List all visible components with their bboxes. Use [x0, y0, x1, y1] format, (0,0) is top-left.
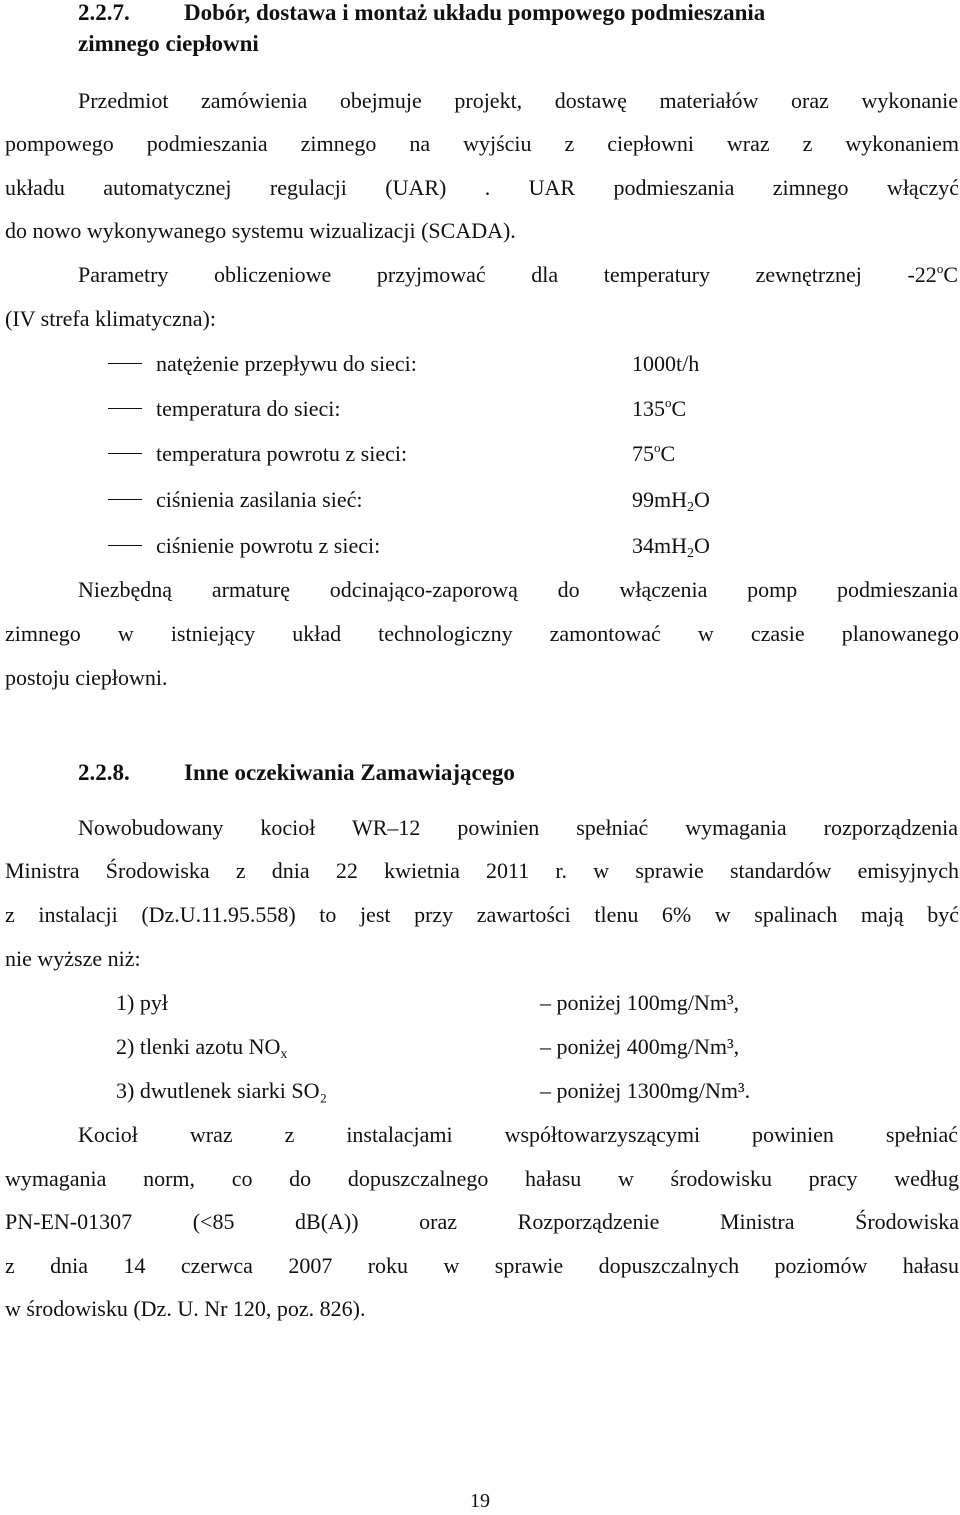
param-value-text: 99mH — [632, 487, 687, 512]
unit-text: C — [671, 396, 687, 421]
dash-bullet — [108, 363, 142, 364]
section-title-line2: zimnego ciepłowni — [78, 31, 259, 56]
paragraph-line: Niezbędną armaturę odcinająco-zaporową do włączenia pomp podmieszania — [78, 577, 958, 602]
degree-sup: o — [665, 395, 672, 410]
subscript: 2 — [687, 500, 694, 515]
param-value — [632, 351, 699, 377]
paragraph-line: Nowobudowany kocioł WR–12 powinien spełniać wymagania rozporządzenia — [78, 815, 958, 840]
dash-bullet — [108, 545, 142, 546]
paragraph-line: (IV strefa klimatyczna): — [5, 306, 216, 331]
paragraph-line: do nowo wykonywanego systemu wizualizacji (SCADA). — [5, 218, 516, 243]
paragraph-line: Przedmiot zamówienia obejmuje projekt, dostawę materiałów oraz wykonanie — [78, 88, 958, 113]
section-number: 2.2.7. — [78, 0, 130, 25]
param-item — [108, 351, 417, 377]
param-label: temperatura do sieci: — [156, 396, 341, 421]
unit-text: O — [694, 487, 710, 512]
paragraph-line: pompowego podmieszania zimnego na wyjściu z ciepłowni wraz z wykonaniem — [5, 131, 959, 156]
paragraph-line: wymagania norm, co do dopuszczalnego hałasu w środowisku pracy według — [5, 1166, 959, 1191]
param-value — [632, 487, 710, 513]
subscript: 2 — [687, 546, 694, 561]
paragraph-line: nie wyższe niż: — [5, 946, 141, 971]
limit-item — [116, 1034, 287, 1060]
paragraph-line: z instalacji (Dz.U.11.95.558) to jest przy zawartości tlenu 6% w spalinach mają być — [5, 902, 959, 927]
paragraph-line: PN-EN-01307 (<85 dB(A)) oraz Rozporządzenie Ministra Środowiska — [5, 1209, 959, 1234]
param-label: natężenie przepływu do sieci: — [156, 351, 417, 376]
unit-text: O — [694, 533, 710, 558]
dash-bullet — [108, 408, 142, 409]
param-value — [632, 441, 675, 467]
paragraph-line — [78, 262, 958, 288]
limit-item: 3) dwutlenek siarki SO₂ — [116, 1078, 328, 1103]
dash-bullet — [108, 499, 142, 500]
param-value-text: 1000t/h — [632, 351, 700, 376]
paragraph-line: Kocioł wraz z instalacjami współtowarzyszącymi powinien spełniać — [78, 1122, 958, 1147]
section-title: Dobór, dostawa i montaż układu pompowego podmieszania — [184, 0, 766, 25]
param-label: ciśnienie powrotu z sieci: — [156, 533, 381, 558]
page-number: 19 — [470, 1490, 490, 1512]
degree-sup: o — [654, 440, 661, 455]
section-title: Inne oczekiwania Zamawiającego — [184, 760, 515, 785]
unit-text: C — [660, 441, 676, 466]
limit-item-text: 2) tlenki azotu NO — [116, 1034, 281, 1059]
degree-sup: o — [936, 261, 944, 276]
paragraph-line: układu automatycznej regulacji (UAR) . UAR podmieszania zimnego włączyć — [5, 175, 959, 200]
unit-text: C — [943, 262, 958, 287]
param-label: ciśnienia zasilania sieć: — [156, 487, 363, 512]
param-value — [632, 396, 686, 422]
param-label: temperatura powrotu z sieci: — [156, 441, 408, 466]
param-value-text: 34mH — [632, 533, 687, 558]
paragraph-line: postoju ciepłowni. — [5, 665, 168, 690]
paragraph-line: w środowisku (Dz. U. Nr 120, poz. 826). — [5, 1296, 366, 1321]
subscript: x — [280, 1047, 288, 1062]
paragraph-line: z dnia 14 czerwca 2007 roku w sprawie dopuszczalnych poziomów hałasu — [5, 1253, 959, 1278]
paragraph-line: zimnego w istniejący układ technologiczny zamontować w czasie planowanego — [5, 621, 959, 646]
limit-item: 1) pył — [116, 990, 168, 1015]
limit-value: – poniżej 1300mg/Nm³. — [540, 1078, 751, 1103]
param-item — [108, 487, 362, 513]
param-value-text: 135 — [632, 396, 665, 421]
param-value — [632, 533, 710, 559]
paragraph-text: Parametry obliczeniowe przyjmować dla temperatury zewnętrznej -22 — [78, 262, 937, 287]
paragraph-line: Ministra Środowiska z dnia 22 kwietnia 2011 r. w sprawie standardów emisyjnych — [5, 858, 959, 883]
limit-value: – poniżej 400mg/Nm³, — [540, 1034, 740, 1059]
param-value-text: 75 — [632, 441, 654, 466]
param-item — [108, 396, 340, 422]
param-item — [108, 533, 380, 559]
param-item — [108, 441, 407, 467]
dash-bullet — [108, 453, 142, 454]
section-number: 2.2.8. — [78, 760, 130, 785]
limit-value: – poniżej 100mg/Nm³, — [540, 990, 740, 1015]
